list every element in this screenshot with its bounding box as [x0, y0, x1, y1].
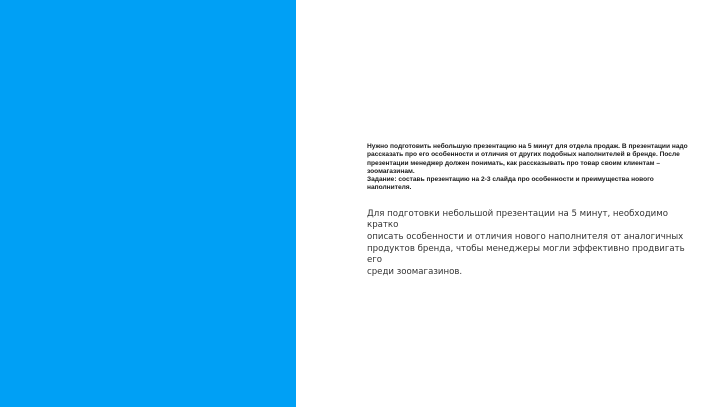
accent-panel — [0, 0, 296, 407]
answer-paragraph: Для подготовки небольшой презентации на 5 минут, необходимо кратко описать особенности и отличия нового наполнителя от аналогичных продуктов бренда, чтобы менеджеры могли эффективно продвигать его среди зоомагазинов. — [367, 208, 685, 277]
slide-content — [367, 143, 697, 278]
task-description: Нужно подготовить небольшую презентацию на 5 минут для отдела продаж. В презентации надо рассказать про его особенности и отличия от других подобных наполнителей в бренде. После презентации менеджер должен понимать, как рассказывать про товар своим клиентам – зоомагазинам. Задание: составь презентацию на 2-3 слайда про особенности и преимущества нового наполнителя. — [367, 143, 688, 192]
